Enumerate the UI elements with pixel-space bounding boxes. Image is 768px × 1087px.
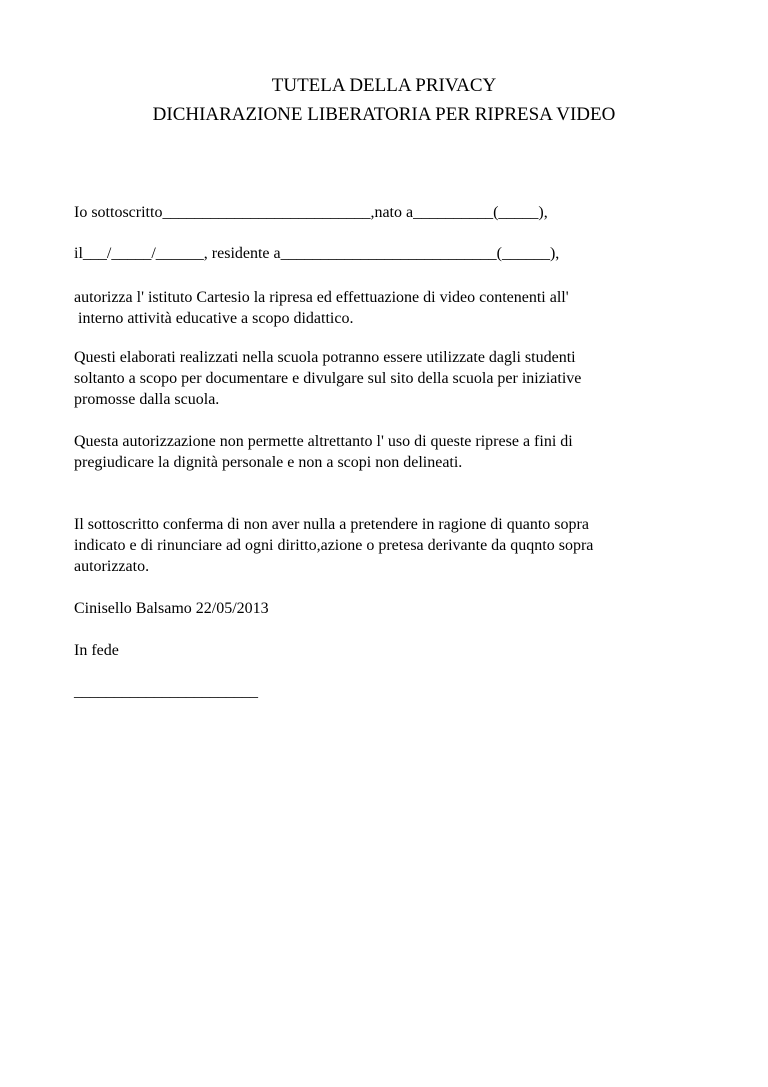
limitation-line-1: Questa autorizzazione non permette altrettanto l' uso di queste riprese a fini di — [74, 433, 573, 450]
confirmation-line-1: Il sottoscritto conferma di non aver nulla a pretendere in ragione di quanto sopra — [74, 516, 589, 533]
limitation-line-2: pregiudicare la dignità personale e non a scopi non delineati. — [74, 454, 463, 471]
document-subtitle: DICHIARAZIONE LIBERATORIA PER RIPRESA VIDEO — [152, 104, 616, 125]
place-date: Cinisello Balsamo 22/05/2013 — [74, 600, 269, 617]
authorization-line-1: autorizza l' istituto Cartesio la ripresa ed effettuazione di video contenenti all' — [74, 289, 569, 306]
birth-residence-line: il___/_____/______, residente a___________________________(______), — [74, 245, 560, 262]
usage-line-2: soltanto a scopo per documentare e divulgare sul sito della scuola per iniziative — [74, 370, 582, 387]
document-title: TUTELA DELLA PRIVACY — [271, 75, 497, 96]
confirmation-line-3: autorizzato. — [74, 558, 150, 575]
usage-line-3: promosse dalla scuola. — [74, 391, 220, 408]
usage-line-1: Questi elaborati realizzati nella scuola potranno essere utilizzate dagli studenti — [74, 349, 576, 366]
signature-line: _______________________ — [74, 683, 258, 700]
authorization-line-2: interno attività educative a scopo didattico. — [74, 310, 354, 327]
confirmation-line-2: indicato e di rinunciare ad ogni diritto,azione o pretesa derivante da quqnto sopra — [74, 537, 594, 554]
closing-text: In fede — [74, 642, 119, 659]
declarant-line: Io sottoscritto__________________________,nato a__________(_____), — [74, 204, 548, 221]
